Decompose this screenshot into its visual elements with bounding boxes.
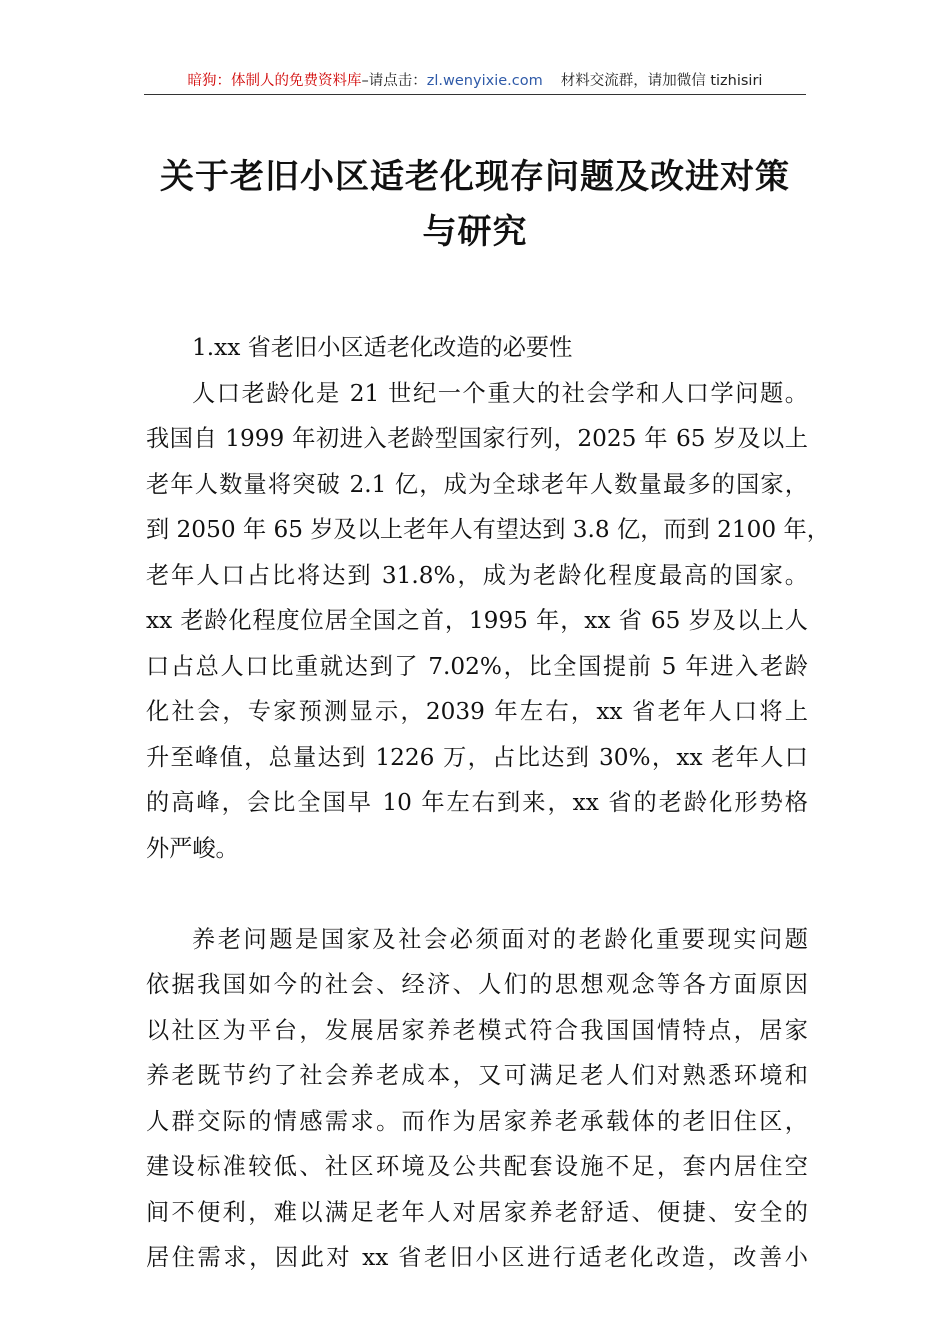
paragraph-line: 间不便利，难以满足老年人对居家养老舒适、便捷、安全的 — [146, 1198, 808, 1226]
paragraph-line: xx 老龄化程度位居全国之首，1995 年，xx 省 65 岁及以上人 — [146, 607, 808, 634]
paragraph-line: 依据我国如今的社会、经济、人们的思想观念等各方面原因 — [146, 971, 808, 998]
paragraph-line: 老年人数量将突破 2.1 亿，成为全球老年人数量最多的国家， — [146, 470, 808, 498]
paragraph-line: 到 2050 年 65 岁及以上老年人有望达到 3.8 亿，而到 2100 年， — [146, 516, 830, 543]
paragraph-line: 养老问题是国家及社会必须面对的老龄化重要现实问题 — [192, 925, 808, 953]
paragraph-1 — [146, 371, 830, 872]
paragraph-line: 升至峰值，总量达到 1226 万，占比达到 30%，xx 老年人口 — [146, 743, 808, 771]
paragraph-line: 口占总人口比重就达到了 7.02%，比全国提前 5 年进入老龄 — [146, 652, 808, 680]
paragraph-line: 居住需求，因此对 xx 省老旧小区进行适老化改造，改善小 — [146, 1244, 808, 1271]
section-heading: 1.xx 省老旧小区适老化改造的必要性 — [192, 334, 573, 361]
paragraph-line: 我国自 1999 年初进入老龄型国家行列，2025 年 65 岁及以上 — [146, 425, 808, 452]
paragraph-2 — [146, 917, 808, 1281]
document-title — [140, 150, 810, 260]
page-header — [144, 68, 806, 95]
title-line-1: 关于老旧小区适老化现存问题及改进对策 — [160, 157, 790, 197]
paragraph-line: 人口老龄化是 21 世纪一个重大的社会学和人口学问题。 — [192, 379, 808, 407]
paragraph-line: 老年人口占比将达到 31.8%，成为老龄化程度最高的国家。 — [146, 561, 808, 589]
paragraph-line: 以社区为平台，发展居家养老模式符合我国国情特点，居家 — [146, 1016, 808, 1044]
paragraph-line: 的高峰，会比全国早 10 年左右到来，xx 省的老龄化形势格 — [146, 789, 808, 816]
paragraph-line: 外严峻。 — [146, 834, 239, 862]
header-note: 材料交流群，请加微信 tizhisiri — [560, 73, 763, 89]
header-brand: 暗狗：体制人的免费资料库 — [187, 73, 362, 89]
title-line-2: 与研究 — [422, 212, 528, 252]
header-prompt: –请点击： — [361, 73, 427, 89]
paragraph-line: 化社会，专家预测显示，2039 年左右，xx 省老年人口将上 — [146, 698, 808, 725]
paragraph-line: 建设标准较低、社区环境及公共配套设施不足，套内居住空 — [146, 1153, 808, 1180]
document-body — [146, 325, 830, 1281]
header-url-link[interactable]: zl.wenyixie.com — [426, 73, 543, 89]
paragraph-line: 养老既节约了社会养老成本，又可满足老人们对熟悉环境和 — [146, 1062, 808, 1089]
paragraph-line: 人群交际的情感需求。而作为居家养老承载体的老旧住区， — [146, 1107, 808, 1135]
